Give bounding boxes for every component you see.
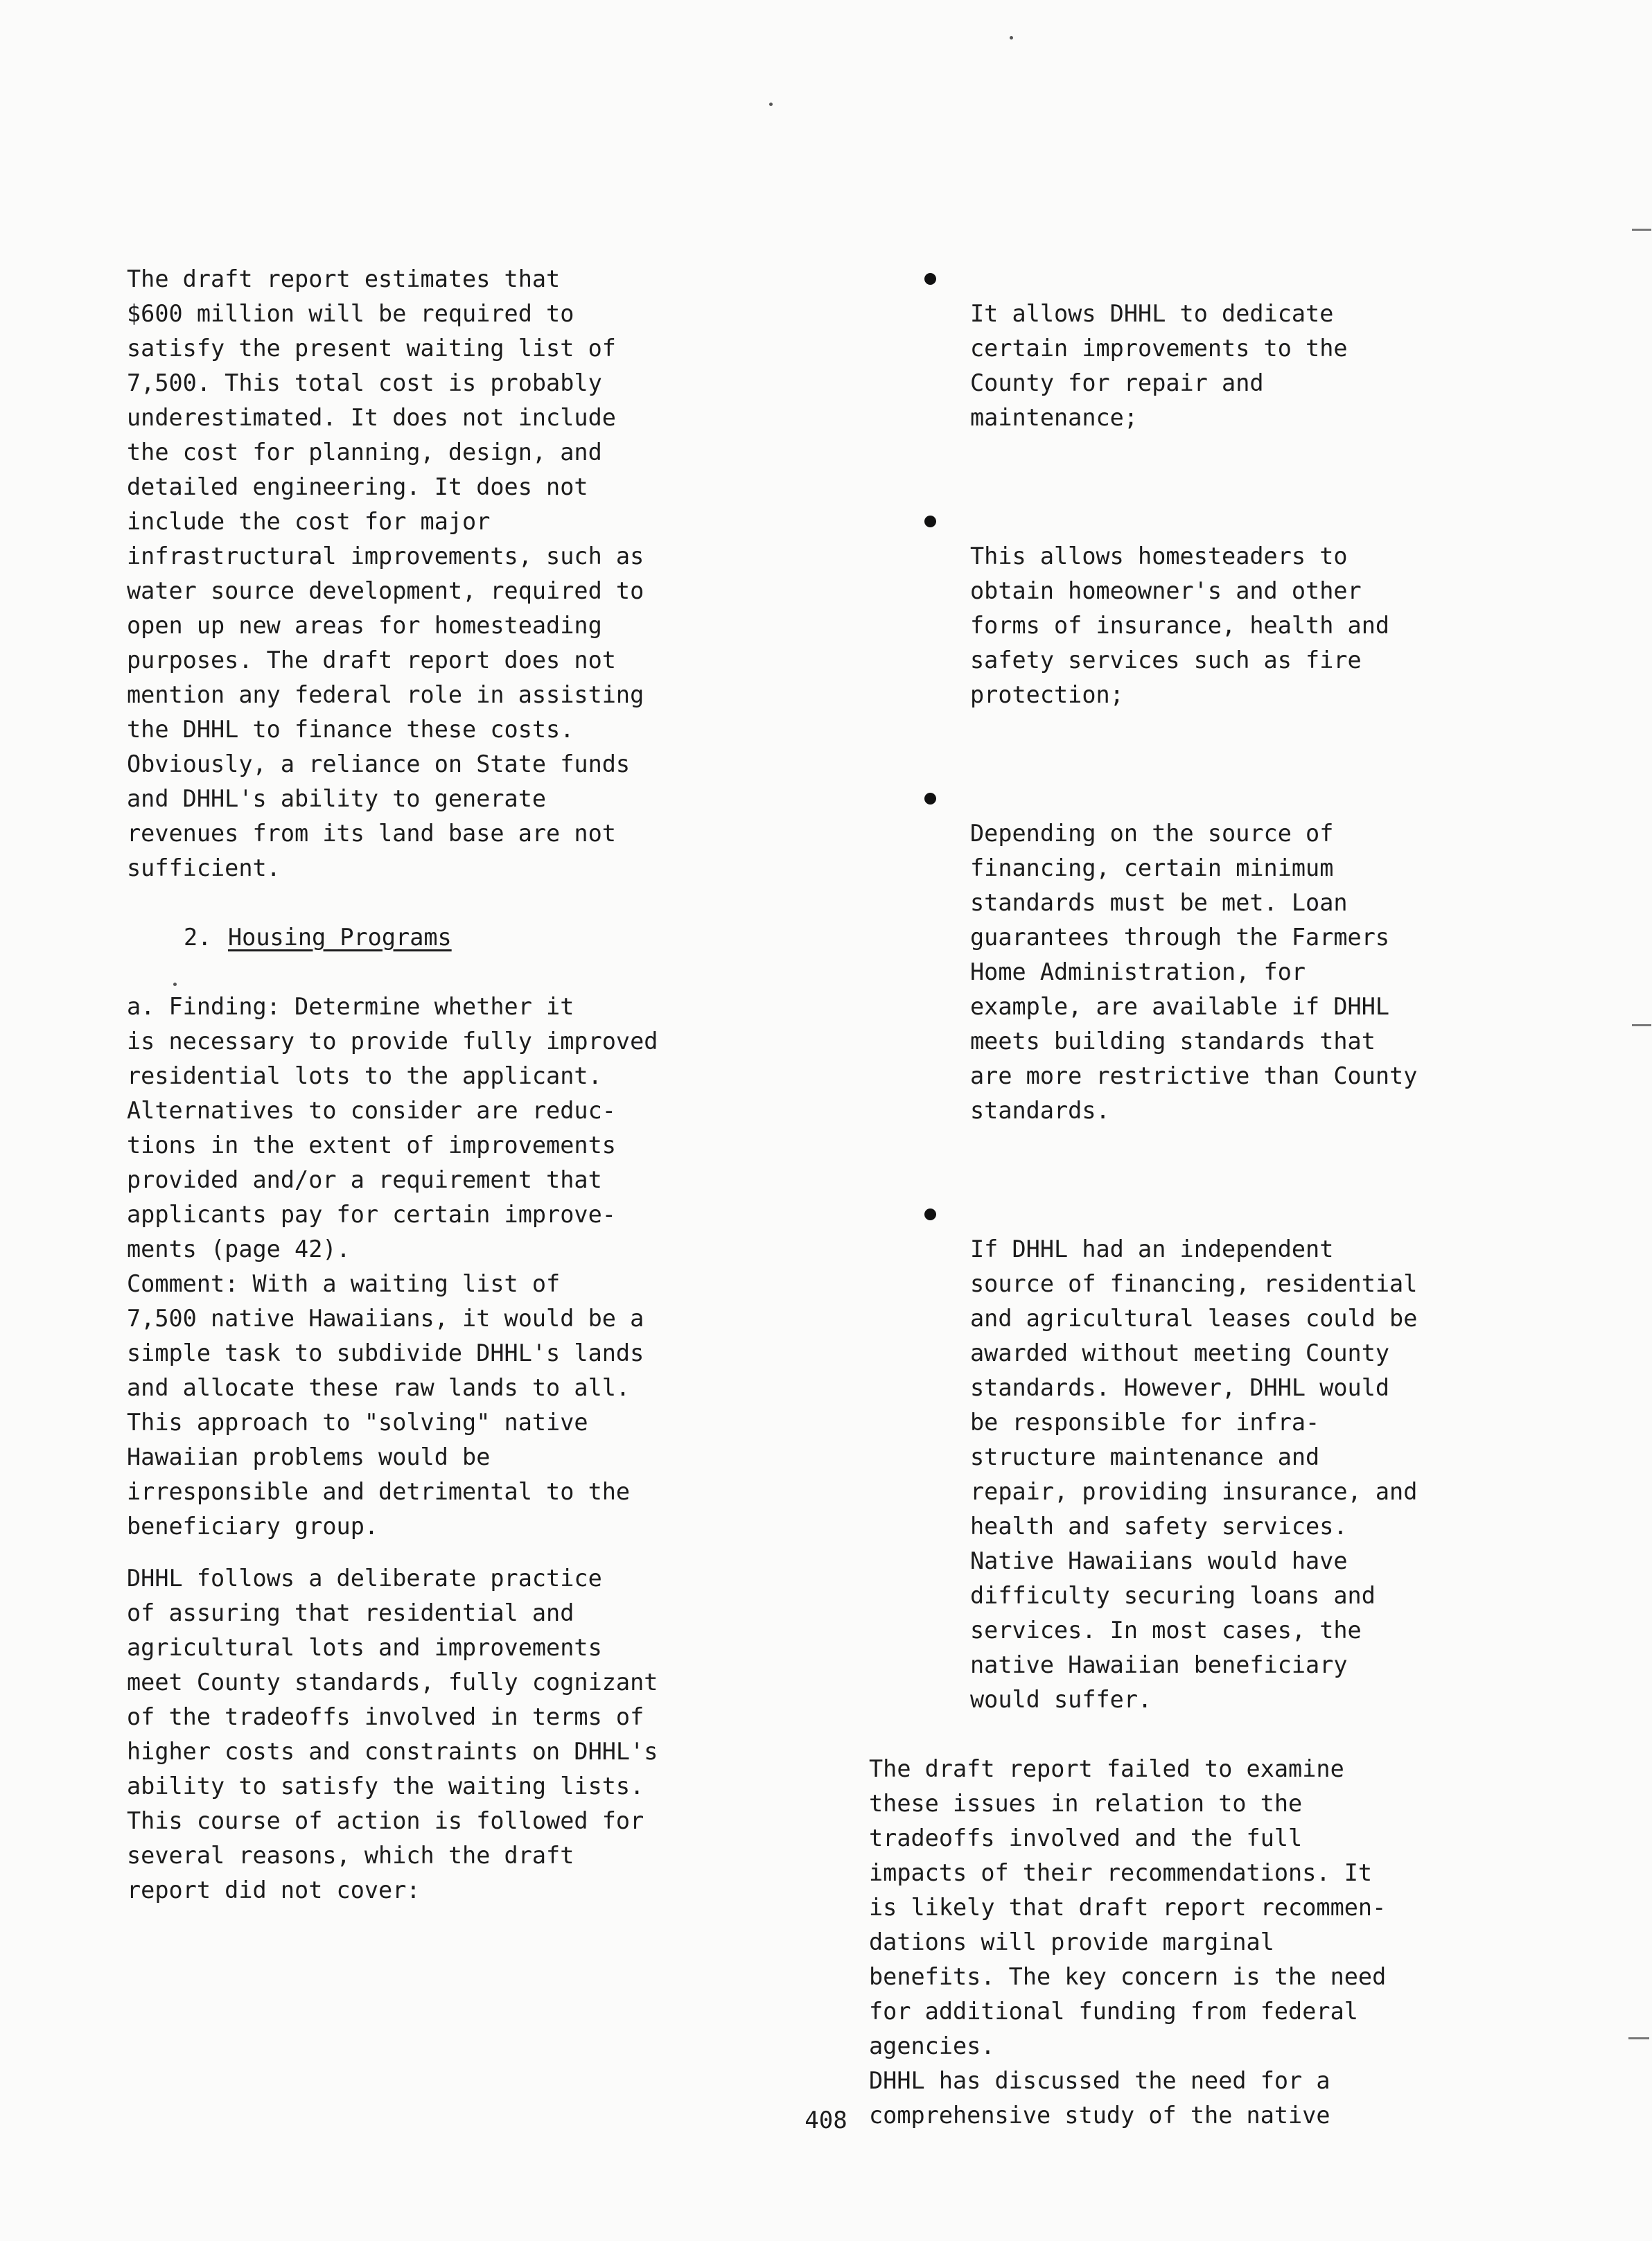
- section-heading: [127, 920, 764, 955]
- closing-paragraph: DHHL has discussed the need for a comprehensive study of the native: [869, 2067, 1330, 2129]
- scan-edge-mark: [1628, 2037, 1649, 2039]
- right-column: [869, 262, 1534, 2133]
- left-column: [127, 262, 764, 1908]
- list-item: [869, 262, 1534, 435]
- list-item: [869, 782, 1534, 1128]
- scan-speck: [1010, 36, 1013, 39]
- bullet-icon: [924, 273, 936, 285]
- bullet-text: This allows homesteaders to obtain homeowner's and other forms of insurance, health and safety services such as fire protection;: [970, 543, 1390, 708]
- intro-paragraph: The draft report estimates that $600 million will be required to satisfy the present waiting list of 7,500. This total cost is probably underestimated. It does not include the cost for planning, design, and detailed engineering. It does not include the cost for major infrastructural improvements, such as water source development, required to open up new areas for homesteading purposes. The draft report does not mention any federal role in assisting the DHHL to finance these costs. Obviously, a reliance on State funds and DHHL's ability to generate revenues from its land base are not sufficient.: [127, 265, 644, 881]
- dhhl-practice-paragraph: DHHL follows a deliberate practice of assuring that residential and agricultural lots and improvements meet County standards, fully cognizant of the tradeoffs involved in terms of higher costs and constraints on DHHL's ability to satisfy the waiting lists. This course of action is followed for several reasons, which the draft report did not cover:: [127, 1565, 658, 1904]
- scan-speck: [173, 983, 177, 986]
- bullet-text: It allows DHHL to dedicate certain improvements to the County for repair and maintenance;: [970, 300, 1348, 431]
- bullet-text: If DHHL had an independent source of financing, residential and agricultural leases could be awarded without meeting County standards. However, DHHL would be responsible for infra- structure maintenance and repair, providing insurance, and health and safety services. Native Hawaiians would have difficulty securing loans and services. In most cases, the native Hawaiian beneficiary would suffer.: [970, 1236, 1418, 1713]
- reasons-list: [869, 262, 1534, 1717]
- scan-edge-mark: [1632, 229, 1651, 231]
- bullet-icon: [924, 1209, 936, 1220]
- bullet-icon: [924, 516, 936, 527]
- section-title: Housing Programs: [228, 924, 452, 951]
- comment-paragraph: Comment: With a waiting list of 7,500 native Hawaiians, it would be a simple task to subdivide DHHL's lands and allocate these raw lands to all. This approach to "solving" native Hawaiian problems would be irresponsible and detrimental to the beneficiary group.: [127, 1270, 644, 1540]
- tradeoffs-paragraph: The draft report failed to examine these issues in relation to the tradeoffs involved and the full impacts of their recommendations. It is likely that draft report recommen- dations will provide marginal benefits. The key concern is the need for additional funding from federal agencies.: [869, 1755, 1387, 2059]
- list-item: [869, 504, 1534, 712]
- section-number: 2.: [184, 924, 212, 951]
- finding-paragraph: a. Finding: Determine whether it is necessary to provide fully improved residential lots to the applicant. Alternatives to consider are reduc- tions in the extent of improvements provided and/or a requirement that applicants pay for certain improve- ments (page 42).: [127, 993, 658, 1263]
- scan-speck: [769, 103, 773, 106]
- scan-edge-mark: [1632, 1024, 1651, 1026]
- bullet-text: Depending on the source of financing, certain minimum standards must be met. Loan guarantees through the Farmers Home Administration, for example, are available if DHHL meets building standards that are more restrictive than County standards.: [970, 820, 1418, 1124]
- bullet-icon: [924, 793, 936, 805]
- page-number: 408: [805, 2107, 847, 2134]
- list-item: [869, 1197, 1534, 1717]
